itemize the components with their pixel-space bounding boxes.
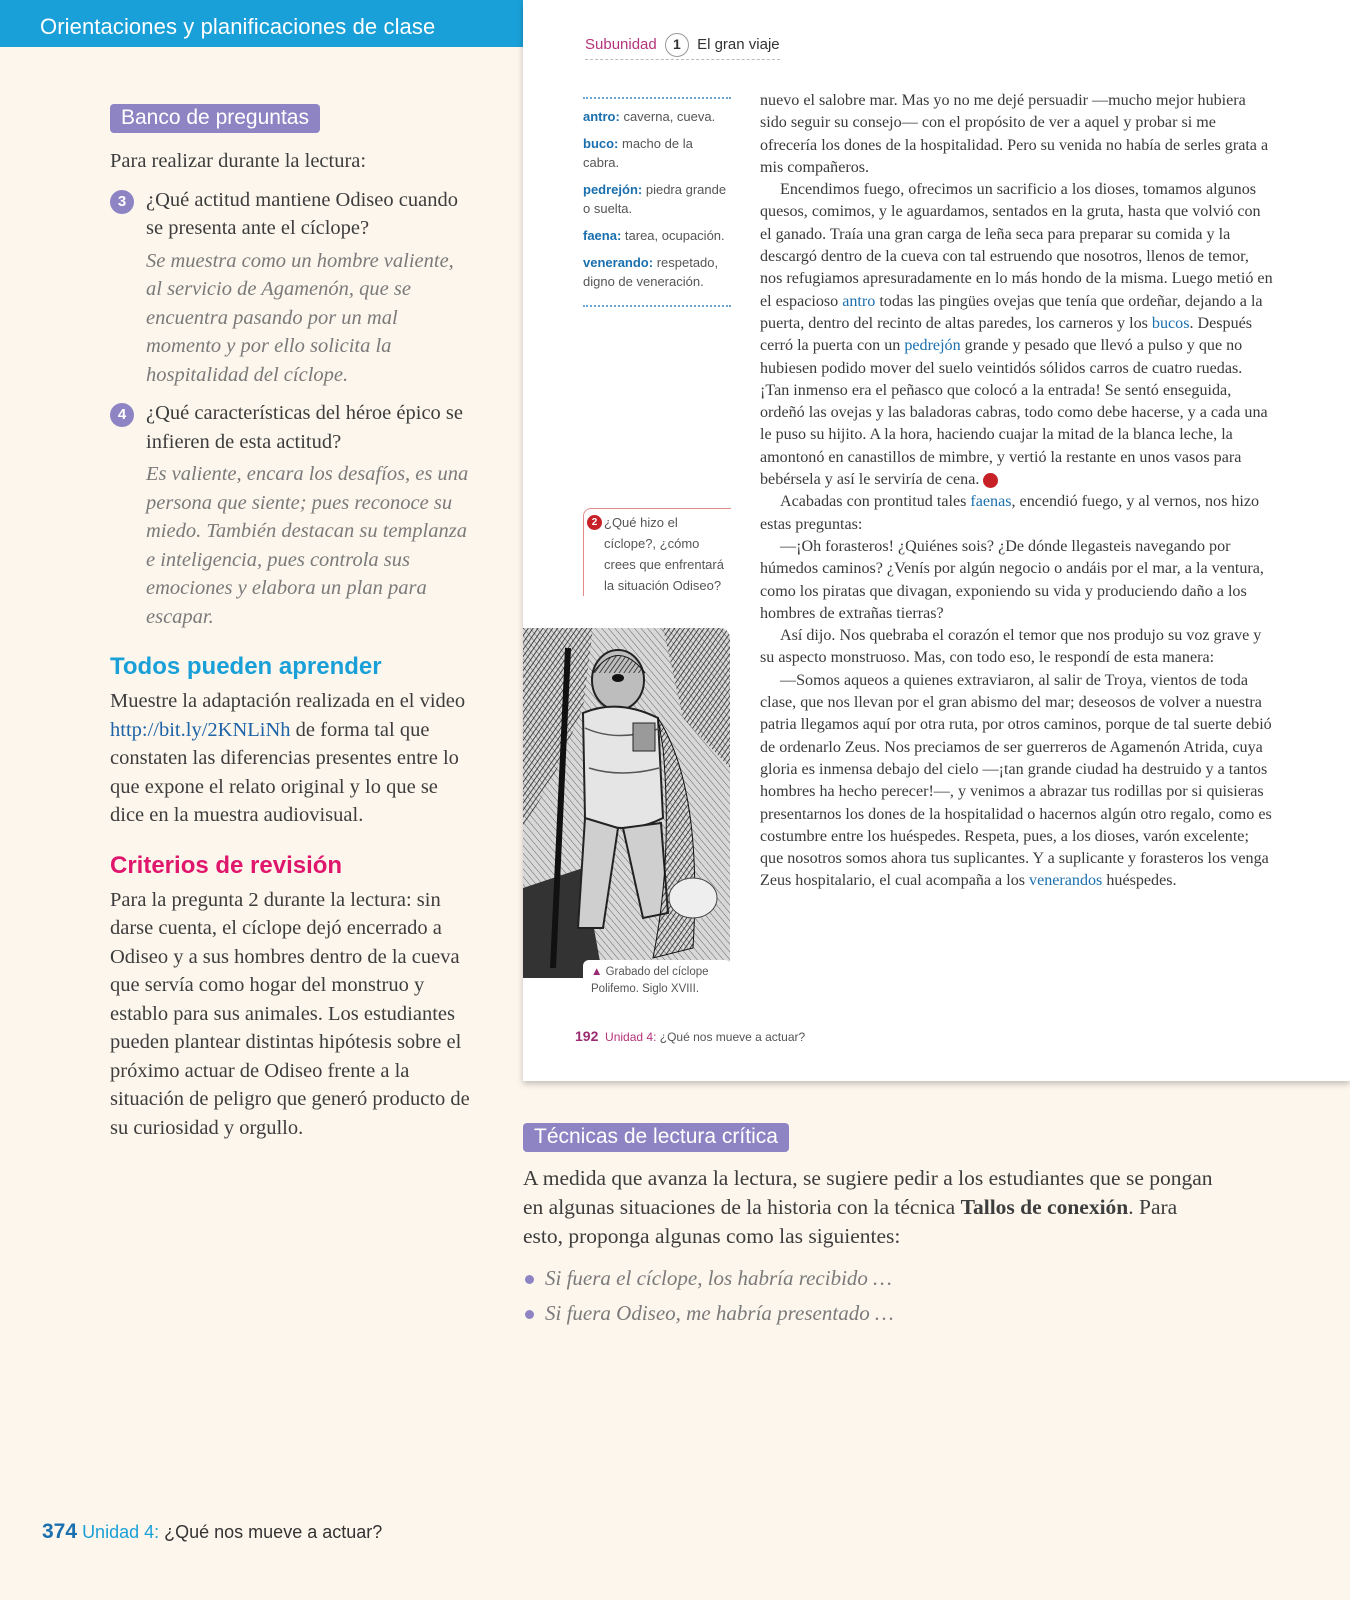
todos-heading: Todos pueden aprender: [110, 653, 382, 680]
paragraph: —¡Oh forasteros! ¿Quiénes sois? ¿De dónde llegasteis navegando por húmedos caminos? ¿Venís por algún negocio o andáis por el mar, a la ventura, como los piratas que divagan, exponiendo su vida y produciendo daño a los hombres de extrañas tierras?: [760, 537, 1264, 622]
caption-triangle-icon: ▲: [591, 966, 603, 978]
glossary-word: venerandos: [1029, 872, 1103, 890]
cyclops-engraving-image: [523, 628, 730, 978]
question-marker-icon: 2: [587, 515, 602, 530]
todos-text-end: de forma tal que constaten las diferencias presentes entre lo que expone el relato original y lo que se dice en la muestra audiovisual.: [110, 718, 459, 826]
teacher-notes-column: [110, 104, 470, 1142]
book-page-number: 192: [575, 1028, 599, 1044]
criterios-body: Para la pregunta 2 durante la lectura: sin darse cuenta, el cíclope dejó encerrado a Odiseo y a sus hombres dentro de la cueva que servía como hogar del monstruo y establo para sus animales. Los estudiantes pueden plantear distintas hipótesis sobre el próximo actuar de Odiseo frente a la situación de peligro que generó producto de su curiosidad y orgullo.: [110, 888, 470, 1139]
glossary-entry: venerando: respetado, digno de veneración.: [583, 255, 719, 289]
glossary-word: bucos: [1151, 314, 1190, 332]
page-footer: [42, 1520, 382, 1544]
unit-question: ¿Qué nos mueve a actuar?: [164, 1522, 383, 1542]
glossary-entry: buco: macho de la cabra.: [583, 136, 693, 170]
subunit-title: El gran viaje: [697, 36, 780, 53]
glossary-entry: pedrejón: piedra grande o suelta.: [583, 182, 727, 216]
list-item: Si fuera el cíclope, los habría recibido …: [523, 1261, 1213, 1296]
subunit-number: 1: [665, 33, 689, 57]
image-caption: [583, 960, 731, 998]
question-item: [110, 186, 470, 390]
reading-question-note: [583, 508, 731, 596]
question-number: 4: [110, 403, 134, 427]
question-marker-icon: 2: [983, 473, 998, 488]
tecnicas-section: [523, 1123, 1213, 1331]
question-text: ¿Qué actitud mantiene Odiseo cuando se presenta ante el cíclope?: [146, 188, 458, 239]
tecnicas-tag: Técnicas de lectura crítica: [523, 1123, 789, 1152]
glossary-word: antro: [842, 292, 876, 310]
technique-name: Tallos de conexión: [960, 1195, 1129, 1219]
question-answer: Es valiente, encara los desafíos, es una persona que siente; pues reconoce su miedo. También destacan su templanza e inteligencia, pues controla sus emociones y elabora un plan para escapar.: [146, 463, 469, 628]
book-unit-label: Unidad 4:: [605, 1030, 657, 1044]
todos-body: [110, 687, 470, 830]
glossary-word: faenas: [970, 493, 1012, 511]
paragraph: Encendimos fuego, ofrecimos un sacrificio a los dioses, tomamos algunos quesos, comimos, y le aguardamos, sentados en la gruta, hasta que volvió con el ganado. Traía una gran carga de leña seca para preparar su comida y la descargó dentro de la cueva con tal estruendo que nosotros, llenos de temor, nos refugiamos apresuradamente en lo más hondo de la misma. Luego metió en el espacioso antro todas las pingües ovejas que tenía que ordeñar, dejando a la puerta, dentro del recinto de altas paredes, los carneros y los bucos. Después cerró la puerta con un pedrejón grande y pesado que llevó a pulso y que no hubiesen podido mover del suelo veintidós sólidos carros de cuatro ruedas. ¡Tan inmenso era el peñasco que colocó a la entrada! Se sentó enseguida, ordeñó las ovejas y las baladoras cabras, todo como debe hacerse, y a cada una le puso su hijito. A la hora, haciendo cuajar la mitad de la blanca leche, la amontonó en canastillos de mimbre, y vertió la restante en unos vasos para bebérsela y así le serviría de cena. 2: [760, 181, 1273, 489]
odyssey-excerpt: [760, 90, 1274, 893]
example-list: [523, 1261, 1213, 1331]
caption-text: Grabado del cíclope Polifemo. Siglo XVIII.: [591, 966, 709, 995]
glossary-box: [583, 97, 731, 307]
video-link[interactable]: http://bit.ly/2KNLiNh: [110, 718, 291, 741]
paragraph: Así dijo. Nos quebraba el corazón el temor que nos produjo su voz grave y su aspecto monstruoso. Mas, con todo eso, le respondí de esta manera:: [760, 627, 1262, 667]
sidenote-text: ¿Qué hizo el cíclope?, ¿cómo crees que enfrentará la situación Odiseo?: [604, 515, 724, 593]
glossary-entry: faena: tarea, ocupación.: [583, 228, 725, 243]
glossary-word: pedrejón: [904, 337, 961, 355]
question-item: [110, 399, 470, 631]
section-banner: Orientaciones y planificaciones de clase: [0, 0, 524, 47]
question-text: ¿Qué características del héroe épico se infieren de esta actitud?: [146, 402, 463, 453]
list-item: Si fuera Odiseo, me habría presentado …: [523, 1296, 1213, 1331]
todos-text: Muestre la adaptación realizada en el video: [110, 690, 466, 712]
banco-intro: Para realizar durante la lectura:: [110, 150, 367, 172]
book-unit-question: ¿Qué nos mueve a actuar?: [659, 1030, 806, 1044]
paragraph: nuevo el salobre mar. Mas yo no me dejé persuadir —mucho mejor hubiera sido seguir su consejo— con el propósito de ver a aquel y probar si me ofrecería los dones de la hospitalidad. Pero su venida no había de serles grata a mis compañeros.: [760, 92, 1269, 176]
textbook-page: [523, 0, 1350, 1081]
tecnicas-body: A medida que avanza la lectura, se sugiere pedir a los estudiantes que se pongan en algunas situaciones de la historia con la técnica Tallos de conexión. Para esto, proponga algunas como las siguientes:: [523, 1166, 1213, 1248]
subunit-header: [585, 33, 780, 60]
page-number: 374: [42, 1520, 78, 1543]
unit-label: Unidad 4:: [82, 1522, 160, 1542]
subunit-label: Subunidad: [585, 36, 657, 53]
question-answer: Se muestra como un hombre valiente, al servicio de Agamenón, que se encuentra pasando por un mal momento y por ello solicita la hospitalidad del cíclope.: [146, 249, 454, 386]
paragraph: —Somos aqueos a quienes extraviaron, al salir de Troya, vientos de toda clase, que nos llevan por el gran abismo del mar; deseosos de volver a nuestra patria llegamos aquí por otra ruta, por otros caminos, porque de tal suerte debió de ordenarlo Zeus. Nos preciamos de ser guerreros de Agamenón Atrida, cuya gloria es inmensa debajo del cielo —¡tan grande ciudad ha destruido y a tantos hombres ha hecho perecer!—, y venimos a abrazar tus rodillas por si quisieras presentarnos los dones de la hospitalidad o hacernos algún otro regalo, como es costumbre entre los huéspedes. Respeta, pues, a los dioses, varón excelente; que nosotros somos ahora tus suplicantes. Y a suplicante y forasteros los venga Zeus hospitalario, el cual acompaña a los venerandos huéspedes.: [760, 671, 1272, 890]
banco-tag: Banco de preguntas: [110, 104, 320, 133]
engraving-illustration: [523, 628, 730, 978]
criterios-heading: Criterios de revisión: [110, 851, 343, 879]
book-page-footer: [575, 1028, 805, 1044]
question-number: 3: [110, 190, 134, 214]
paragraph: Acabadas con prontitud tales faenas, encendió fuego, y al vernos, nos hizo estas preguntas:: [760, 493, 1260, 533]
glossary-entry: antro: caverna, cueva.: [583, 109, 716, 124]
